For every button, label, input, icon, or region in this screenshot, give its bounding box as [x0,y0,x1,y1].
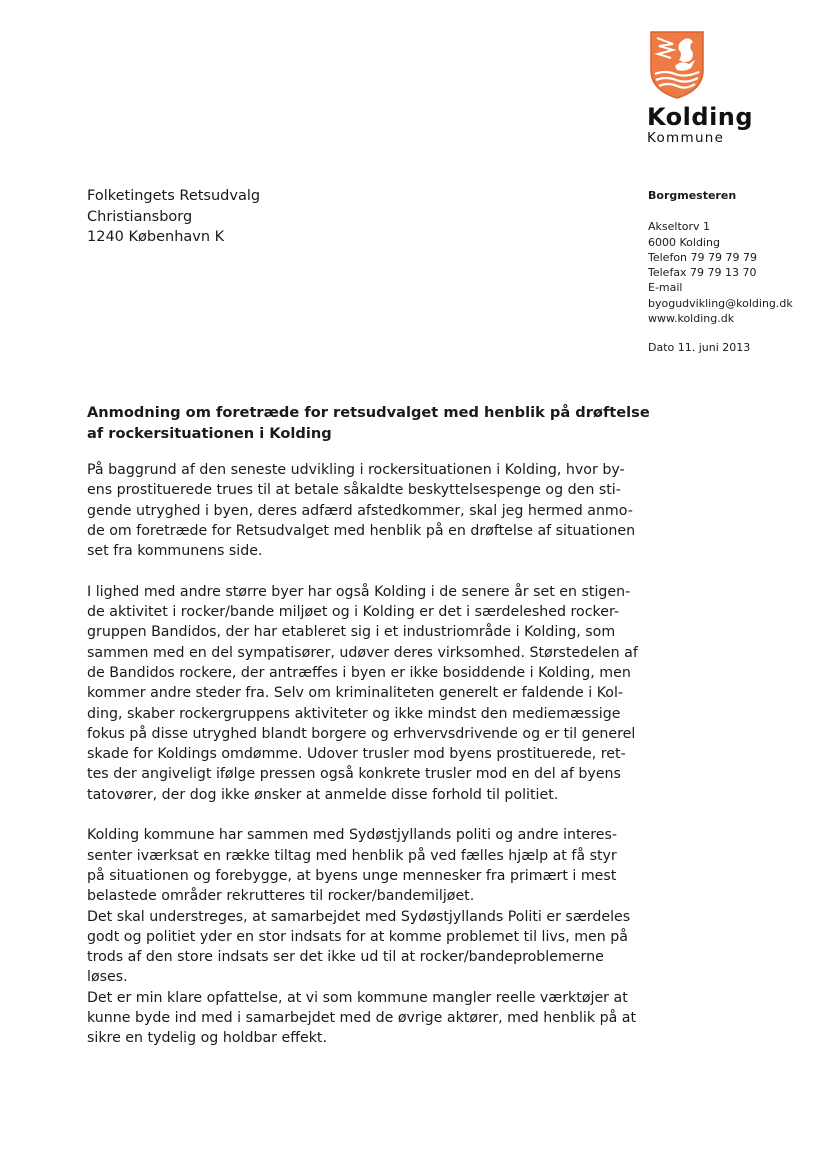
recipient-address [87,186,260,248]
body-line: sammen med en del sympatisører, udøver deres virksomhed. Størstedelen af [87,644,638,661]
letter-body [87,460,647,1049]
sender-line: Telefon 79 79 79 79 [648,250,757,264]
sender-line: Akseltorv 1 [648,220,711,234]
body-line: løses. [87,969,128,986]
body-line: sikre en tydelig og holdbar effekt. [87,1030,328,1047]
sender-website: www.kolding.dk [648,312,735,326]
body-line: på situationen og forebygge, at byens unge mennesker fra primært i mest [87,867,617,884]
body-line: kommer andre steder fra. Selv om kriminaliteten generelt er faldende i Kol- [87,685,624,702]
body-line: Kolding kommune har sammen med Sydøstjyllands politi og andre interes- [87,827,618,844]
body-line: belastede områder rekrutteres til rocker/bandemiljøet. [87,888,475,905]
brand-name: Kolding [647,103,754,131]
body-paragraph [87,460,647,561]
body-line: Det er min klare opfattelse, at vi som kommune mangler reelle værktøjer at [87,989,628,1006]
body-line: senter iværksat en række tiltag med henblik på ved fælles hjælp at få styr [87,847,617,864]
brand-subtitle: Kommune [647,130,725,146]
body-line: ding, skaber rockergruppens aktiviteter og ikke mindst den mediemæssige [87,705,621,722]
body-line: gende utryghed i byen, deres adfærd afstedkommer, skal jeg hermed anmo- [87,502,633,519]
body-paragraph [87,825,647,906]
body-line: tes der angiveligt ifølge pressen også konkrete trusler mod en del af byens [87,766,621,783]
body-line: de Bandidos rockere, der antræffes i byen er ikke bosiddende i Kolding, men [87,664,631,681]
body-line: ens prostituerede trues til at betale såkaldte beskyttelsespenge og den sti- [87,482,621,499]
sender-email: byogudvikling@kolding.dk [648,296,793,310]
body-line: Det skal understreges, at samarbejdet med Sydøstjyllands Politi er særdeles [87,908,631,925]
body-paragraph [87,907,647,988]
body-line: kunne byde ind med i samarbejdet med de øvrige aktører, med henblik på at [87,1010,637,1027]
sender-title: Borgmesteren [648,189,737,202]
body-line: gruppen Bandidos, der har etableret sig i et industriområde i Kolding, som [87,624,616,641]
recipient-line: Christiansborg [87,208,193,225]
letter-subject [87,402,650,444]
body-line: set fra kommunens side. [87,543,263,560]
sender-line: E-mail [648,281,683,295]
kolding-coat-of-arms-icon [649,30,705,100]
body-line: de om foretræde for Retsudvalget med henblik på en drøftelse af situationen [87,522,636,539]
sender-line: 6000 Kolding [648,235,720,249]
brand [647,103,753,145]
recipient-line: Folketingets Retsudvalg [87,188,261,204]
letter-date: Dato 11. juni 2013 [648,341,751,355]
body-paragraph [87,582,647,805]
body-line: fokus på disse utryghed blandt borgere og erhvervsdrivende og er til generel [87,725,636,742]
subject-line: Anmodning om foretræde for retsudvalget med henblik på drøftelse [87,404,650,421]
body-paragraph [87,988,647,1049]
body-line: godt og politiet yder en stor indsats for at komme problemet til livs, men på [87,928,628,945]
body-line: skade for Koldings omdømme. Udover trusler mod byens prostituerede, ret- [87,746,626,763]
body-line: På baggrund af den seneste udvikling i rockersituationen i Kolding, hvor by- [87,462,625,478]
subject-line: af rockersituationen i Kolding [87,425,332,442]
body-line: I lighed med andre større byer har også Kolding i de senere år set en stigen- [87,583,631,600]
body-line: de aktivitet i rocker/bande miljøet og i Kolding er det i særdeleshed rocker- [87,604,620,621]
sender-line: Telefax 79 79 13 70 [648,266,757,280]
recipient-line: 1240 København K [87,229,225,245]
sender-block [648,188,818,356]
body-line: trods af den store indsats ser det ikke ud til at rocker/bandeproblemerne [87,949,604,966]
body-line: tatovører, der dog ikke ønsker at anmelde disse forhold til politiet. [87,786,559,803]
